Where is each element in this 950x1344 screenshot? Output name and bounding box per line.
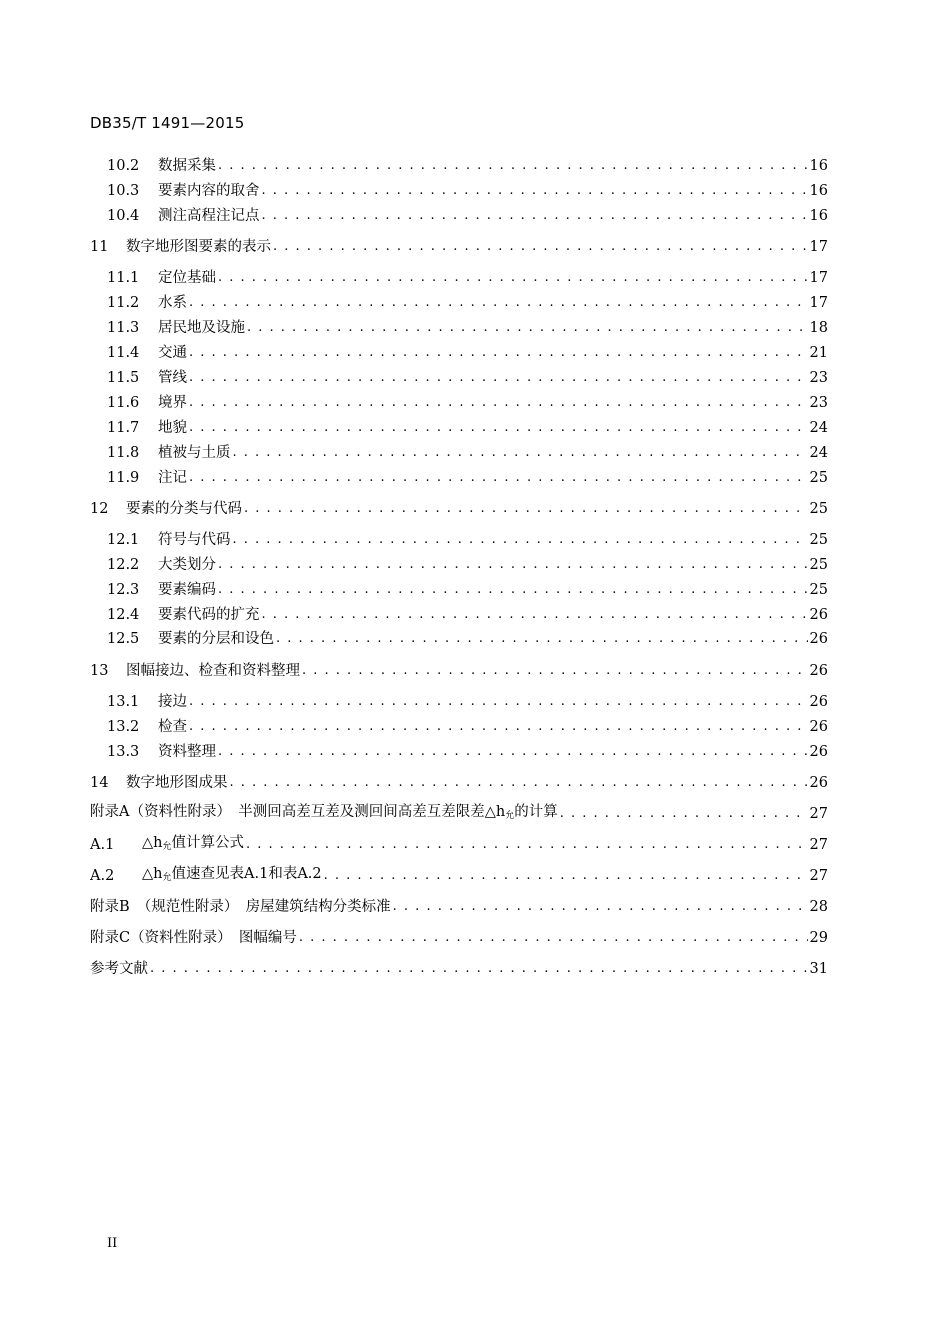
toc-entry-number: A.1 — [90, 837, 115, 853]
dot-leader — [189, 691, 808, 713]
toc-entry-page: 26 — [809, 607, 828, 623]
toc-entry-title: 附录B （规范性附录） 房屋建筑结构分类标准 — [90, 899, 391, 915]
toc-entry-page: 24 — [809, 445, 828, 461]
toc-entry-references[interactable] — [90, 958, 828, 980]
toc-entry-page: 26 — [809, 719, 828, 735]
dot-leader — [299, 927, 808, 949]
dot-leader — [189, 417, 808, 439]
toc-entry-page: 21 — [809, 345, 828, 361]
dot-leader — [247, 317, 808, 339]
toc-entry-page: 26 — [809, 663, 828, 679]
toc-entry-title: 附录A（资料性附录） 半测回高差互差及测回间高差互差限差△h允的计算 — [90, 804, 558, 821]
toc-entry-title: 测注高程注记点 — [158, 208, 260, 224]
toc-entry-title: 符号与代码 — [158, 532, 231, 548]
toc-entry-page: 27 — [809, 868, 828, 884]
toc-entry-page: 23 — [809, 395, 828, 411]
toc-entry[interactable] — [107, 529, 828, 551]
toc-entry-title: 数字地形图成果 — [126, 775, 228, 791]
toc-entry[interactable] — [90, 660, 828, 682]
dot-leader — [276, 628, 808, 650]
toc-entry-page: 18 — [809, 320, 828, 336]
toc-entry-page: 17 — [809, 295, 828, 311]
toc-entry-title: 检查 — [158, 719, 187, 735]
toc-entry[interactable] — [107, 467, 828, 489]
toc-entry-page: 17 — [809, 239, 828, 255]
dot-leader — [218, 155, 808, 177]
toc-entry[interactable] — [107, 317, 828, 339]
toc-entry[interactable] — [107, 267, 828, 289]
toc-entry-appendix-c[interactable] — [90, 927, 828, 949]
toc-entry[interactable] — [90, 498, 828, 520]
toc-entry-title: 交通 — [158, 345, 187, 361]
dot-leader — [246, 834, 808, 856]
toc-entry-page: 25 — [809, 557, 828, 573]
toc-entry[interactable] — [90, 865, 828, 887]
toc-entry-number: 11.2 — [107, 295, 140, 311]
toc-entry-page: 26 — [809, 775, 828, 791]
toc-entry[interactable] — [107, 180, 828, 202]
toc-entry[interactable] — [107, 155, 828, 177]
toc-entry-title: 地貌 — [158, 420, 187, 436]
toc-entry-number: 13.1 — [107, 694, 140, 710]
toc-entry-number: 12.4 — [107, 607, 140, 623]
toc-entry-number: 10.3 — [107, 183, 140, 199]
dot-leader — [189, 342, 808, 364]
toc-entry-title: 管线 — [158, 370, 187, 386]
toc-entry-title: 要素的分层和设色 — [158, 631, 274, 647]
toc-entry-page: 31 — [809, 961, 828, 977]
toc-entry-number: 11 — [90, 239, 109, 255]
toc-entry[interactable] — [107, 716, 828, 738]
toc-entry-page: 28 — [809, 899, 828, 915]
toc-entry-number: 13.3 — [107, 744, 140, 760]
toc-entry[interactable] — [90, 236, 828, 258]
toc-entry[interactable] — [107, 417, 828, 439]
toc-entry-title: 附录C（资料性附录） 图幅编号 — [90, 930, 297, 946]
toc-entry-title: 居民地及设施 — [158, 320, 245, 336]
toc-entry-number: 13.2 — [107, 719, 140, 735]
toc-entry-number: 10.4 — [107, 208, 140, 224]
toc-entry-page: 25 — [809, 582, 828, 598]
toc-entry-title: 要素的分类与代码 — [126, 501, 242, 517]
dot-leader — [262, 180, 808, 202]
dot-leader — [273, 236, 808, 258]
dot-leader — [233, 529, 808, 551]
toc-entry-title: 定位基础 — [158, 270, 216, 286]
toc-entry-page: 27 — [809, 837, 828, 853]
toc-entry[interactable] — [107, 442, 828, 464]
toc-entry-number: 11.6 — [107, 395, 140, 411]
toc-entry-appendix-b[interactable] — [90, 896, 828, 918]
toc-entry-page: 25 — [809, 532, 828, 548]
toc-entry[interactable] — [107, 691, 828, 713]
toc-entry[interactable] — [107, 367, 828, 389]
toc-entry[interactable] — [90, 772, 828, 794]
toc-entry-title: 图幅接边、检查和资料整理 — [126, 663, 300, 679]
toc-entry-title: 数字地形图要素的表示 — [126, 239, 271, 255]
dot-leader — [218, 741, 808, 763]
toc-entry-page: 16 — [809, 183, 828, 199]
toc-entry-number: 11.7 — [107, 420, 140, 436]
dot-leader — [302, 660, 808, 682]
toc-entry-page: 16 — [809, 208, 828, 224]
toc-entry-title: 水系 — [158, 295, 187, 311]
dot-leader — [150, 958, 808, 980]
dot-leader — [218, 267, 808, 289]
toc-entry-title: 要素内容的取舍 — [158, 183, 260, 199]
toc-entry-number: 11.9 — [107, 470, 140, 486]
toc-entry[interactable] — [107, 579, 828, 601]
toc-entry-number: 14 — [90, 775, 109, 791]
dot-leader — [189, 367, 808, 389]
toc-entry-page: 26 — [809, 744, 828, 760]
toc-entry[interactable] — [107, 342, 828, 364]
document-id: DB35/T 1491—2015 — [90, 114, 245, 132]
toc-entry-title: 大类划分 — [158, 557, 216, 573]
toc-entry[interactable] — [107, 205, 828, 227]
toc-entry[interactable] — [107, 741, 828, 763]
toc-entry-page: 27 — [809, 806, 828, 822]
dot-leader — [218, 554, 808, 576]
toc-entry-title: 境界 — [158, 395, 187, 411]
toc-entry-page: 25 — [809, 501, 828, 517]
dot-leader — [189, 292, 808, 314]
toc-entry-title: 接边 — [158, 694, 187, 710]
toc-entry-number: 11.1 — [107, 270, 140, 286]
toc-entry-page: 16 — [809, 158, 828, 174]
toc-entry-number: 12.3 — [107, 582, 140, 598]
dot-leader — [262, 604, 808, 626]
toc-entry-page: 29 — [809, 930, 828, 946]
toc-entry-number: A.2 — [90, 868, 115, 884]
toc-entry-number: 11.8 — [107, 445, 140, 461]
dot-leader — [262, 205, 808, 227]
toc-entry[interactable] — [107, 292, 828, 314]
toc-entry-page: 26 — [809, 631, 828, 647]
toc-entry-number: 12.5 — [107, 631, 140, 647]
toc-entry-page: 26 — [809, 694, 828, 710]
toc-entry-title: 注记 — [158, 470, 187, 486]
toc-entry-title: △h允值计算公式 — [142, 835, 245, 852]
toc-entry[interactable] — [107, 554, 828, 576]
toc-entry-number: 11.3 — [107, 320, 140, 336]
toc-entry-number: 11.4 — [107, 345, 140, 361]
dot-leader — [189, 716, 808, 738]
toc-entry[interactable] — [107, 392, 828, 414]
toc-entry-title: 要素编码 — [158, 582, 216, 598]
toc-entry-title: 数据采集 — [158, 158, 216, 174]
toc-entry-number: 13 — [90, 663, 109, 679]
toc-entry-title: 要素代码的扩充 — [158, 607, 260, 623]
toc-entry[interactable] — [107, 628, 828, 650]
toc-entry-page: 23 — [809, 370, 828, 386]
dot-leader — [244, 498, 808, 520]
toc-entry-title: 植被与土质 — [158, 445, 231, 461]
toc-entry-number: 12.1 — [107, 532, 140, 548]
toc-entry-page: 25 — [809, 470, 828, 486]
dot-leader — [218, 579, 808, 601]
toc-entry[interactable] — [90, 834, 828, 856]
dot-leader — [324, 865, 808, 887]
toc-entry-title: 资料整理 — [158, 744, 216, 760]
dot-leader — [560, 803, 808, 825]
dot-leader — [189, 392, 808, 414]
page-number: II — [107, 1236, 118, 1251]
toc-entry-title: △h允值速查见表A.1和表A.2 — [142, 866, 322, 883]
toc-entry-page: 24 — [809, 420, 828, 436]
toc-entry-number: 11.5 — [107, 370, 140, 386]
dot-leader — [230, 772, 808, 794]
toc-entry[interactable] — [107, 604, 828, 626]
toc-entry-number: 10.2 — [107, 158, 140, 174]
toc-entry-title: 参考文献 — [90, 961, 148, 977]
toc-entry-number: 12.2 — [107, 557, 140, 573]
dot-leader — [189, 467, 808, 489]
dot-leader — [233, 442, 808, 464]
toc-entry-appendix-a[interactable] — [90, 803, 828, 825]
toc-entry-page: 17 — [809, 270, 828, 286]
dot-leader — [393, 896, 808, 918]
toc-entry-number: 12 — [90, 501, 109, 517]
